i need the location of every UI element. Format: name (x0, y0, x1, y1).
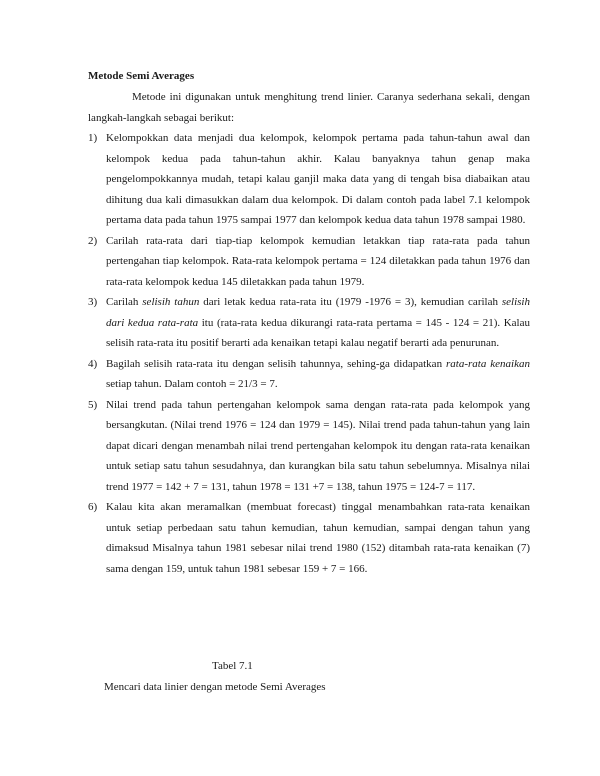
list-item-text: Kelompokkan data menjadi dua kelompok, kelompok pertama pada tahun-tahun awal dan kelompok kedua pada tahun-tahun akhir. Kalau banyaknya tahun genap maka pengelompokkannya mudah, tetapi kalau ganjil maka data yang di tengah bisa diabaikan atau dihitung dua kali dimasukkan dalam dua kelompok. Di dalam contoh pada label 7.1 kelompok pertama data pada tahun 1975 sampai 1977 dan kelompok kedua data tahun 1978 sampai 1980. (106, 132, 530, 226)
text-run: itu (rata-rata kedua dikurangi rata-rata pertama = 145 - 124 = 21). Kalau selisih rata-rata itu positif berarti ada kenaikan tetapi kalau negatif berarti ada penurunan. (106, 316, 530, 349)
text-run: setiap tahun. Dalam contoh = 21/3 = 7. (106, 378, 278, 390)
list-number: 2) (88, 234, 98, 247)
text-run: dari letak kedua rata-rata itu (1979 -1976 = 3), kemudian carilah (199, 296, 502, 308)
list-item-text (106, 358, 530, 391)
italic-term: rata-rata kenaikan (446, 357, 530, 370)
list-item (88, 354, 530, 395)
list-item-text: Nilai trend pada tahun pertengahan kelompok sama dengan rata-rata pada kelompok yang bersangkutan. (Nilai trend 1976 = 124 dan 1979 = 145). Nilai trend pada tahun-tahun yang lain dapat dicari dengan menambah nilai trend pertengahan kelompok itu dengan rata-rata kenaikan untuk setiap satu tahun sesudahnya, dan kurangkan bila satu tahun sebelumnya. Misalnya nilai trend 1977 = 142 + 7 = 131, tahun 1978 = 131 +7 = 138, tahun 1975 = 124-7 = 117. (106, 398, 530, 493)
section-heading: Metode Semi Averages (88, 70, 195, 82)
steps-list (88, 128, 530, 579)
list-number: 3) (88, 296, 98, 308)
italic-term: selisih tahun (142, 296, 200, 308)
list-number: 4) (88, 357, 98, 370)
table-caption-title: Mencari data linier dengan metode Semi Averages (104, 681, 326, 693)
list-item (88, 395, 530, 498)
list-number: 1) (88, 132, 98, 144)
list-item (88, 292, 530, 354)
list-item (88, 231, 530, 293)
list-item (88, 128, 530, 231)
intro-paragraph: Metode ini digunakan untuk menghitung trend linier. Caranya sederhana sekali, dengan langkah-langkah sebagai berikut: (88, 91, 530, 124)
text-run: Bagilah selisih rata-rata itu dengan selisih tahunnya, sehing-ga didapatkan (106, 357, 447, 370)
text-run: Carilah (106, 296, 143, 308)
list-item (88, 497, 530, 579)
list-item-text: Kalau kita akan meramalkan (membuat forecast) tinggal menambahkan rata-rata kenaikan untuk setiap perbedaan satu tahun kemudian, tahun kemudian, sampai dengan tahun yang dimaksud Misalnya tahun 1981 sebesar nilai trend 1980 (152) ditambah rata-rata kenaikan (7) sama dengan 159, untuk tahun 1981 sebesar 159 + 7 = 166. (106, 501, 530, 575)
list-item-text (106, 296, 530, 349)
italic-term: selisih dari kedua rata-rata (106, 296, 530, 329)
table-caption-number: Tabel 7.1 (212, 660, 253, 672)
list-number: 6) (88, 501, 98, 513)
list-number: 5) (88, 398, 98, 411)
list-item-text: Carilah rata-rata dari tiap-tiap kelompok kemudian letakkan tiap rata-rata pada tahun pertengahan tiap kelompok. Rata-rata kelompok pertama = 124 diletakkan pada tahun 1976 dan rata-rata kelompok kedua 145 diletakkan pada tahun 1979. (106, 234, 530, 288)
